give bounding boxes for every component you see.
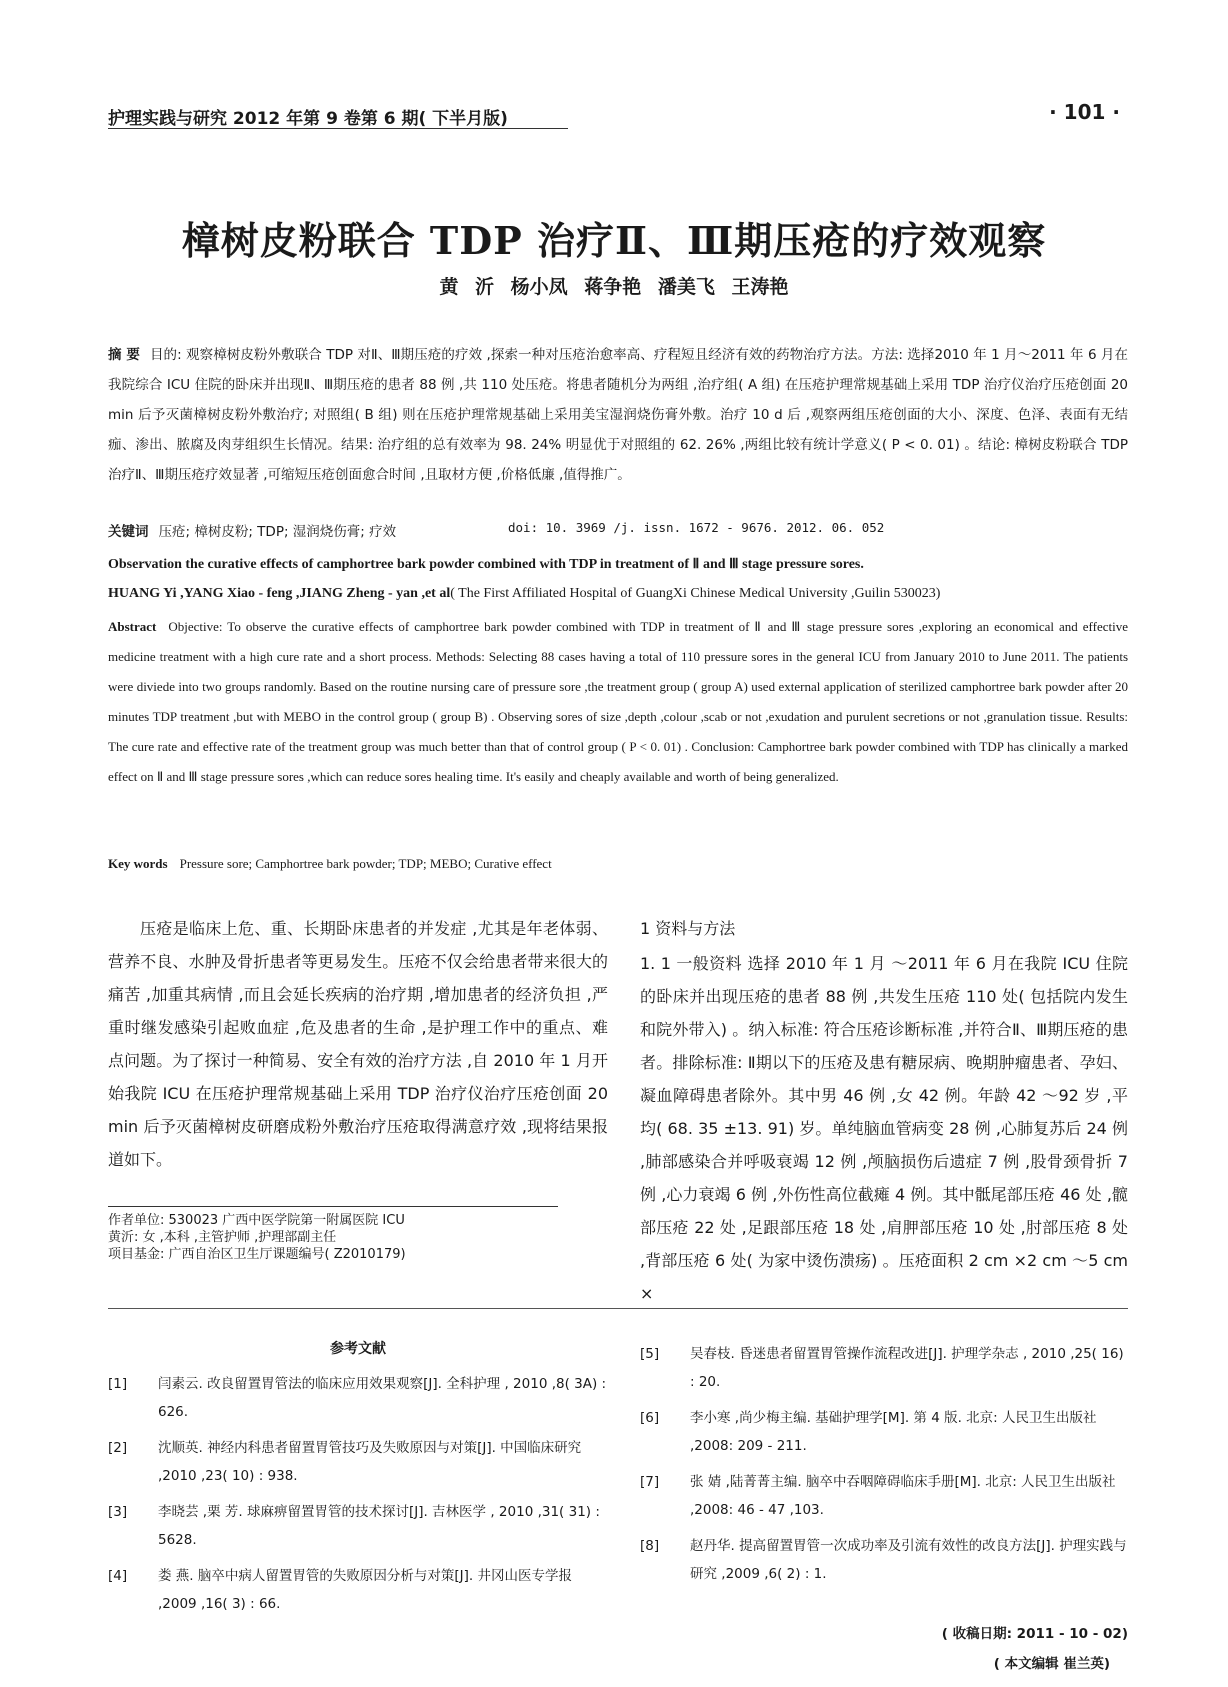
reference-text: 李晓芸 ,栗 芳. 球麻痹留置胃管的技术探讨[J]. 吉林医学 , 2010 ,31( 31) : 5628. [158, 1504, 600, 1548]
page-number: · 101 · [1049, 100, 1120, 124]
footnote-rule [108, 1206, 558, 1207]
reference-text: 沈顺英. 神经内科患者留置胃管技巧及失败原因与对策[J]. 中国临床研究 ,2010 ,23( 10) : 938. [158, 1440, 582, 1484]
reference-text: 赵丹华. 提高留置胃管一次成功率及引流有效性的改良方法[J]. 护理实践与研究 ,2009 ,6( 2) : 1. [690, 1538, 1127, 1582]
footnote-unit: 作者单位: 530023 广西中医学院第一附属医院 ICU [108, 1213, 405, 1228]
abstract-text: 目的: 观察樟树皮粉外敷联合 TDP 对Ⅱ、Ⅲ期压疮的疗效 ,探索一种对压疮治愈率高、疗程短且经济有效的药物治疗方法。方法: 选择2010 年 1 月～2011 年 6 月在我院综合 ICU 住院的卧床并出现Ⅱ、Ⅲ期压疮的患者 88 例 ,共 110 处压疮。将患者随机分为两组 ,治疗组( A 组) 在压疮护理常规基础上采用 TDP 治疗仪治疗压疮创面 20 min 后予灭菌樟树皮粉外敷治疗; 对照组( B 组) 则在压疮护理常规基础上采用美宝湿润烧伤膏外敷。治疗 10 d 后 ,观察两组压疮创面的大小、深度、色泽、表面有无结痂、渗出、脓腐及肉芽组织生长情况。结果: 治疗组的总有效率为 98. 24% 明显优于对照组的 62. 26% ,两组比较有统计学意义( P < 0. 01) 。结论: 樟树皮粉联合 TDP 治疗Ⅱ、Ⅲ期压疮疗效显著 ,可缩短压疮创面愈合时间 ,且取材方便 ,价格低廉 ,值得推广。 [108, 347, 1129, 483]
reference-item [108, 1434, 608, 1490]
chinese-keywords [108, 520, 1128, 540]
keywords-text: 压疮; 樟树皮粉; TDP; 湿润烧伤膏; 疗效 [158, 524, 397, 540]
reference-number: [7] [640, 1474, 660, 1490]
english-title: Observation the curative effects of camphortree bark powder combined with TDP in treatment of Ⅱ and Ⅲ stage pressure sores. [108, 557, 864, 572]
reference-number: [4] [108, 1568, 128, 1584]
english-authors [108, 586, 1128, 602]
reference-number: [2] [108, 1440, 128, 1456]
english-author-names: HUANG Yi ,YANG Xiao - feng ,JIANG Zheng - yan ,et al [108, 586, 451, 601]
journal-issue: 护理实践与研究 2012 年第 9 卷第 6 期( 下半月版) [108, 109, 508, 129]
abstract-label: 摘 要 [108, 347, 140, 363]
english-abstract-text: Objective: To observe the curative effects of camphortree bark powder combined with TDP in treatment of Ⅱ and Ⅲ stage pressure sores ,exploring an economical and effective medicine treatment with a high cure rate and a short process. Methods: Selecting 88 cases having a total of 110 pressure sores in the general ICU from January 2010 to June 2011. The patients were diviede into two groups randomly. Based on the routine nursing care of pressure sore ,the treatment group ( group A) used external application of sterilized camphortree bark powder after 20 minutes TDP treatment ,but with MEBO in the control group ( group B) . Observing sores of size ,depth ,colour ,scab or not ,exudation and purulent secretions or not ,granulation tissue. Results: The cure rate and effective rate of the treatment group was much better than that of control group ( P < 0. 01) . Conclusion: Camphortree bark powder combined with TDP has clinically a marked effect on Ⅱ and Ⅲ stage pressure sores ,which can reduce sores healing time. It's easily and cheaply available and worth of being generalized. [108, 619, 1128, 784]
reference-text: 吴春枝. 昏迷患者留置胃管操作流程改进[J]. 护理学杂志 , 2010 ,25( 16) : 20. [690, 1346, 1124, 1390]
reference-number: [5] [640, 1346, 660, 1362]
section-paragraph: 1. 1 一般资料 选择 2010 年 1 月 ～2011 年 6 月在我院 ICU 住院的卧床并出现压疮的患者 88 例 ,共发生压疮 110 处( 包括院内发生和院外带入) 。纳入标准: 符合压疮诊断标准 ,并符合Ⅱ、Ⅲ期压疮的患者。排除标准: Ⅱ期以下的压疮及患有糖尿病、晚期肿瘤患者、孕妇、凝血障碍患者除外。其中男 46 例 ,女 42 例。年龄 42 ～92 岁 ,平均( 68. 35 ±13. 91) 岁。单纯脑血管病变 28 例 ,心肺复苏后 24 例 ,肺部感染合并呼吸衰竭 12 例 ,颅脑损伤后遗症 7 例 ,股骨颈骨折 7 例 ,心力衰竭 6 例 ,外伤性高位截瘫 4 例。其中骶尾部压疮 46 处 ,髋部压疮 22 处 ,足跟部压疮 18 处 ,肩胛部压疮 10 处 ,肘部压疮 8 处 ,背部压疮 6 处( 为家中烫伤溃疡) 。压疮面积 2 cm ×2 cm ～5 cm × [640, 954, 1128, 1303]
reference-item [640, 1532, 1128, 1588]
received-date: ( 收稿日期: 2011 - 10 - 02) [941, 1626, 1128, 1642]
reference-text: 闫素云. 改良留置胃管法的临床应用效果观察[J]. 全科护理 , 2010 ,8( 3A) : 626. [158, 1376, 607, 1420]
reference-item [108, 1370, 608, 1426]
reference-text: 娄 燕. 脑卒中病人留置胃管的失败原因分析与对策[J]. 井冈山医专学报 ,2009 ,16( 3) : 66. [158, 1568, 572, 1612]
running-header [108, 100, 1128, 132]
author-footnote [108, 1212, 608, 1263]
references-divider [108, 1308, 1128, 1309]
english-keywords-label: Key words [108, 856, 168, 871]
reference-item [640, 1340, 1128, 1396]
reference-text: 张 婧 ,陆菁菁主编. 脑卒中吞咽障碍临床手册[M]. 北京: 人民卫生出版社 ,2008: 46 - 47 ,103. [690, 1474, 1116, 1518]
introduction-paragraph: 压疮是临床上危、重、长期卧床患者的并发症 ,尤其是年老体弱、营养不良、水肿及骨折患者等更易发生。压疮不仅会给患者带来很大的痛苦 ,加重其病情 ,而且会延长疾病的治疗期 ,增加患者的经济负担 ,严重时继发感染引起败血症 ,危及患者的生命 ,是护理工作中的重点、难点问题。为了探讨一种简易、安全有效的治疗方法 ,自 2010 年 1 月开始我院 ICU 在压疮护理常规基础上采用 TDP 治疗仪治疗压疮创面 20 min 后予灭菌樟树皮研磨成粉外敷治疗压疮取得满意疗效 ,现将结果报道如下。 [108, 919, 608, 1169]
reference-number: [6] [640, 1410, 660, 1426]
references-right [640, 1340, 1128, 1596]
reference-number: [3] [108, 1504, 128, 1520]
body-right-column [640, 912, 1128, 1310]
reference-number: [8] [640, 1538, 660, 1554]
reference-text: 李小寒 ,尚少梅主编. 基础护理学[M]. 第 4 版. 北京: 人民卫生出版社 ,2008: 209 - 211. [690, 1410, 1097, 1454]
reference-item [640, 1404, 1128, 1460]
editor-note: ( 本文编辑 崔兰英) [993, 1656, 1110, 1672]
doi: doi: 10. 3969 /j. issn. 1672 - 9676. 2012. 06. 052 [508, 520, 885, 535]
english-affiliation: ( The First Affiliated Hospital of GuangXi Chinese Medical University ,Guilin 530023) [450, 586, 941, 601]
reference-item [108, 1498, 608, 1554]
body-left-column [108, 912, 608, 1176]
article-title: 樟树皮粉联合 TDP 治疗Ⅱ、Ⅲ期压疮的疗效观察 [181, 218, 1047, 263]
reference-item [108, 1562, 608, 1618]
references-title: 参考文献 [330, 1341, 386, 1357]
author-list: 黄 沂 杨小凤 蒋争艳 潘美飞 王涛艳 [439, 276, 789, 298]
footnote-fund: 项目基金: 广西自治区卫生厅课题编号( Z2010179) [108, 1247, 406, 1262]
header-rule [108, 128, 568, 129]
references-left [108, 1370, 608, 1626]
section-heading: 1 资料与方法 [640, 919, 736, 938]
english-abstract-label: Abstract [108, 619, 157, 634]
english-abstract [108, 612, 1128, 792]
keywords-label: 关键词 [108, 524, 149, 540]
chinese-abstract [108, 340, 1128, 490]
footnote-author: 黄沂: 女 ,本科 ,主管护师 ,护理部副主任 [108, 1230, 337, 1245]
reference-item [640, 1468, 1128, 1524]
english-keywords-text: Pressure sore; Camphortree bark powder; TDP; MEBO; Curative effect [179, 856, 552, 871]
english-keywords [108, 856, 1128, 872]
reference-number: [1] [108, 1376, 128, 1392]
